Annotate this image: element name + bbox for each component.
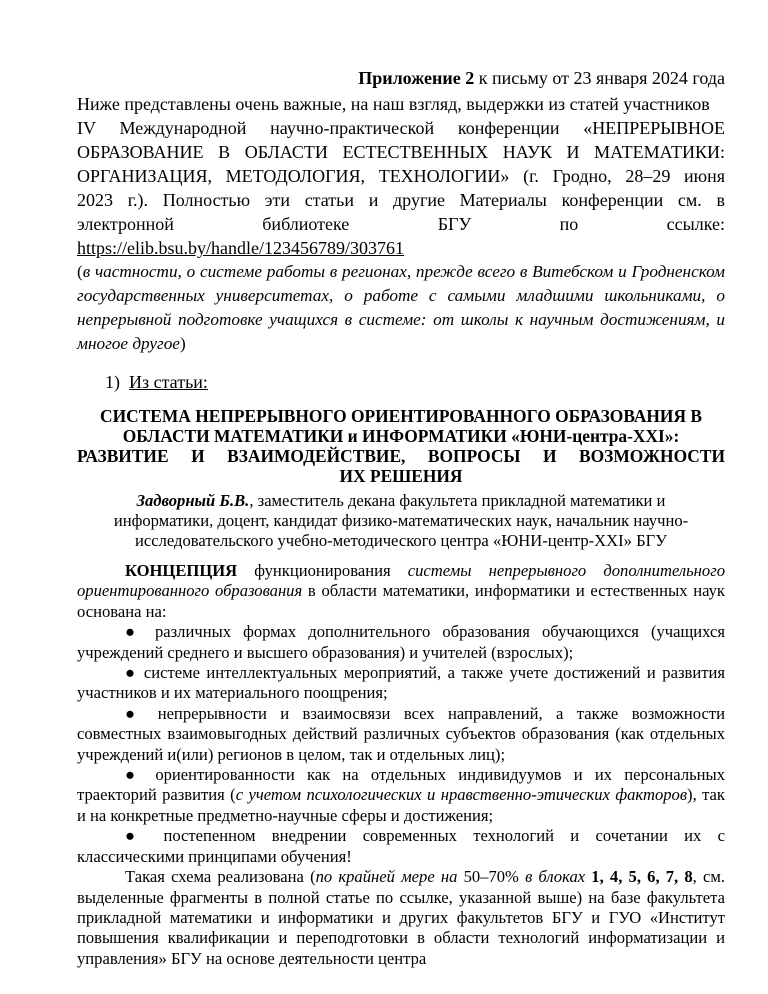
concept-paragraph xyxy=(77,561,725,622)
article-title-line: ОБЛАСТИ МАТЕМАТИКИ и ИНФОРМАТИКИ «ЮНИ-центра-XXI»: xyxy=(122,426,680,446)
bullet-5: ● постепенном внедрении современных технологий и сочетании их с классическими принципами обучения! xyxy=(77,826,725,866)
concept-text: функционирования xyxy=(237,561,408,580)
scheme-blocks-label: в блоках xyxy=(525,867,586,887)
scheme-percent: 50–70% xyxy=(457,867,526,887)
scheme-block-numbers: 1, 4, 5, 6, 7, 8 xyxy=(585,867,693,887)
item-heading xyxy=(77,370,725,394)
intro-line: ОРГАНИЗАЦИЯ, МЕТОДОЛОГИЯ, ТЕХНОЛОГИИ» (г. Гродно, 28–29 июня xyxy=(77,166,725,186)
document-page xyxy=(77,66,725,969)
letter-reference: к письму от 23 января 2024 года xyxy=(474,68,725,88)
scheme-text-end: , см. выделенные фрагменты в полной статье по ссылке, указанной выше) на базе факультета прикладной математики и информатики и других факультетов БГУ и ГУО «Институт повышения квалификации и переподготовки в области технологий информатизации и управления» БГУ на основе деятельности центра xyxy=(77,867,726,968)
bullet-1: ● различных формах дополнительного образования обучающихся (учащихся учреждений среднего и высшего образования) и учителей (взрослых); xyxy=(77,622,725,662)
intro-note: (в частности, о системе работы в регионах, прежде всего в Витебском и Гродненском государственных университетах, о работе с самыми младшими школьниками, о непрерывной подготовке учащихся в системе: от школы к научным достижениям, и многое другое) xyxy=(77,262,725,353)
bullet-2: ● системе интеллектуальных мероприятий, а также учете достижений и развития участников и их материального поощрения; xyxy=(77,663,725,703)
item-label: Из статьи: xyxy=(129,372,208,392)
scheme-emphasis: по крайней мере на xyxy=(315,867,458,887)
intro-note-text: в частности, о системе работы в регионах, прежде всего в Витебском и Гродненском государственных университетах, о работе с самыми младшими школьниками, о непрерывной подготовке учащихся в системе: от школы к научным достижениям, и многое другое xyxy=(77,262,725,353)
appendix-header xyxy=(77,66,725,90)
concept-emphasis: системы непрерывного дополнительного ориентированного образования xyxy=(77,561,725,601)
article-title xyxy=(77,406,725,486)
bullet-3: ● непрерывности и взаимосвязи всех направлений, а также возможности совместных взаимовыгодных действий различных субъектов образования (как отдельных учреждений и(или) регионов в целом, так и отдельных лиц); xyxy=(77,703,725,764)
appendix-label: Приложение 2 xyxy=(358,68,475,88)
article-body xyxy=(77,561,725,969)
article-title-line: РАЗВИТИЕ И ВЗАИМОДЕЙСТВИЕ, ВОПРОСЫ И ВОЗМОЖНОСТИ xyxy=(77,446,725,466)
intro-paragraph xyxy=(77,92,725,356)
intro-line: IV Международной научно-практической конференции «НЕПРЕРЫВНОЕ xyxy=(77,118,725,138)
bullet-4-text-end: ), так и на конкретные предметно-научные сферы и достижения; xyxy=(77,785,725,825)
item-number: 1) xyxy=(105,372,120,392)
concept-text-end: в области математики, информатики и естественных наук основана на: xyxy=(77,581,725,621)
scheme-text: Такая схема реализована ( xyxy=(125,867,316,887)
concept-word: КОНЦЕПЦИЯ xyxy=(125,561,238,580)
article-title-line: ИХ РЕШЕНИЯ xyxy=(339,466,463,486)
bullet-4-emphasis: с учетом психологических и нравственно-этических факторов xyxy=(235,785,688,805)
author-block xyxy=(77,491,725,551)
bullet-4 xyxy=(77,765,725,826)
elib-link[interactable]: https://elib.bsu.by/handle/123456789/303761 xyxy=(77,238,404,258)
author-info: , заместитель декана факультета прикладной математики и информатики, доцент, кандидат физико-математических наук, начальник научно-исследовательского учебно-методического центра «ЮНИ-центр-XXI» БГУ xyxy=(113,491,689,550)
intro-line: 2023 г.). Полностью эти статьи и другие Материалы конференции см. в xyxy=(77,190,725,210)
intro-line: ОБРАЗОВАНИЕ В ОБЛАСТИ ЕСТЕСТВЕННЫХ НАУК И МАТЕМАТИКИ: xyxy=(77,142,725,162)
author-name: Задворный Б.В. xyxy=(136,491,250,510)
article-title-line: СИСТЕМА НЕПРЕРЫВНОГО ОРИЕНТИРОВАННОГО ОБРАЗОВАНИЯ В xyxy=(100,406,702,426)
intro-line: электронной библиотеке БГУ по ссылке: xyxy=(77,214,725,234)
intro-line: Ниже представлены очень важные, на наш взгляд, выдержки из статей участников xyxy=(77,94,710,114)
scheme-paragraph xyxy=(77,867,725,969)
bullet-4-text: ● ориентированности как на отдельных индивидуумов и их персональных траекторий развития ( xyxy=(77,765,725,805)
